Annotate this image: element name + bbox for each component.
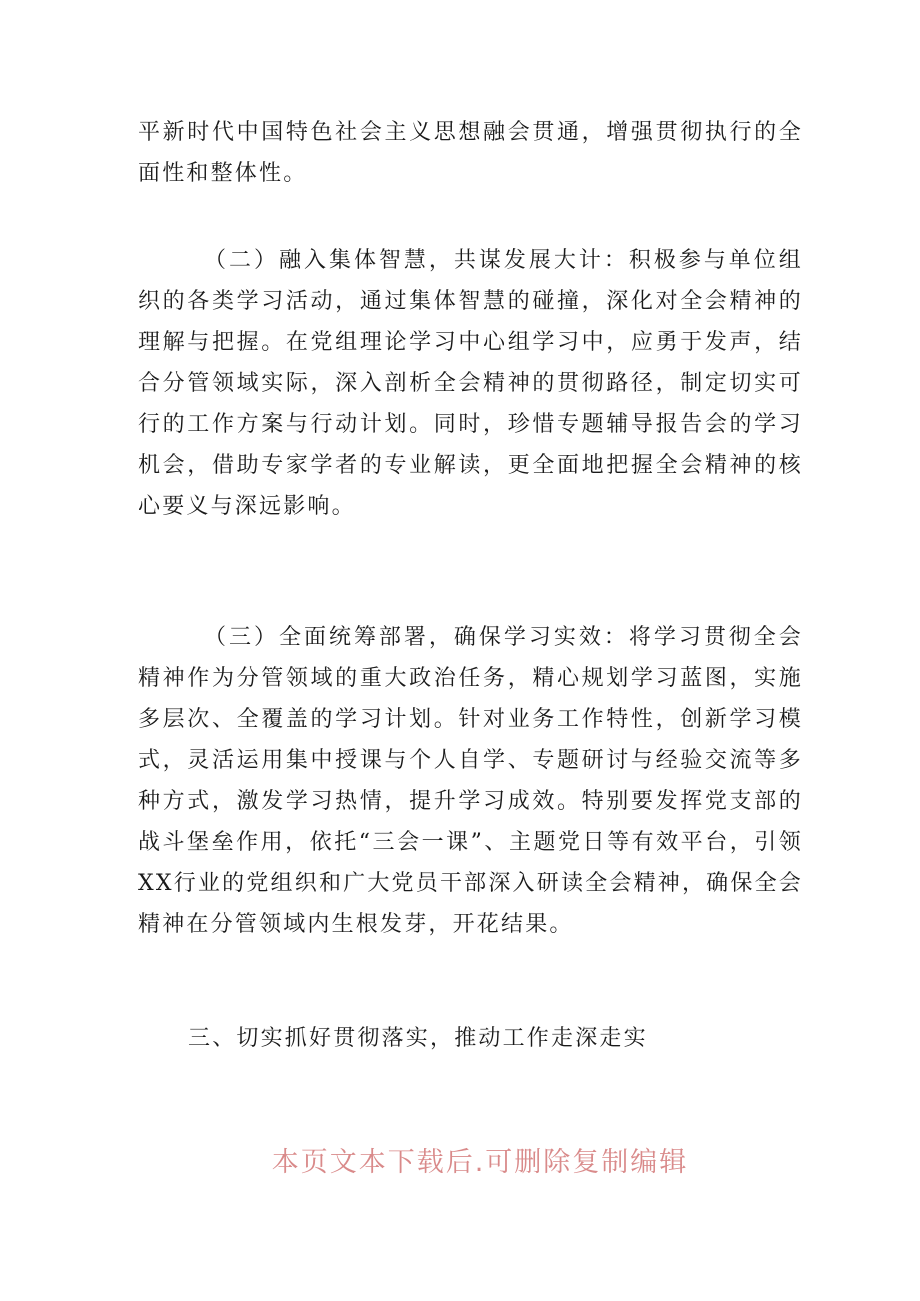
paragraph-continuation: 平新时代中国特色社会主义思想融会贯通，增强贯彻执行的全面性和整体性。 <box>138 120 803 186</box>
paragraph-item-2: （二）融入集体智慧，共谋发展大计：积极参与单位组织的各类学习活动，通过集体智慧的碰撞，深化对全会精神的理解与把握。在党组理论学习中心组学习中，应勇于发声，结合分管领域实际，深入剖析全会精神的贯彻路径，制定切实可行的工作方案与行动计划。同时，珍惜专题辅导报告会的学习机会，借助专家学者的专业解读，更全面地把握全会精神的核心要义与深远影响。 <box>138 248 803 519</box>
section-heading: 三、切实抓好贯彻落实，推动工作走深走实 <box>188 1026 648 1051</box>
paragraph-item-3: （三）全面统筹部署，确保学习实效：将学习贯彻全会精神作为分管领域的重大政治任务，精心规划学习蓝图，实施多层次、全覆盖的学习计划。针对业务工作特性，创新学习模式，灵活运用集中授课与个人自学、专题研讨与经验交流等多种方式，激发学习热情，提升学习成效。特别要发挥党支部的战斗堡垒作用，依托“三会一课”、主题党日等有效平台，引领XX行业的党组织和广大党员干部深入研读全会精神，确保全会精神在分管领域内生根发芽，开花结果。 <box>138 625 803 937</box>
footer-note: 本页文本下载后.可删除复制编辑 <box>271 1147 689 1178</box>
